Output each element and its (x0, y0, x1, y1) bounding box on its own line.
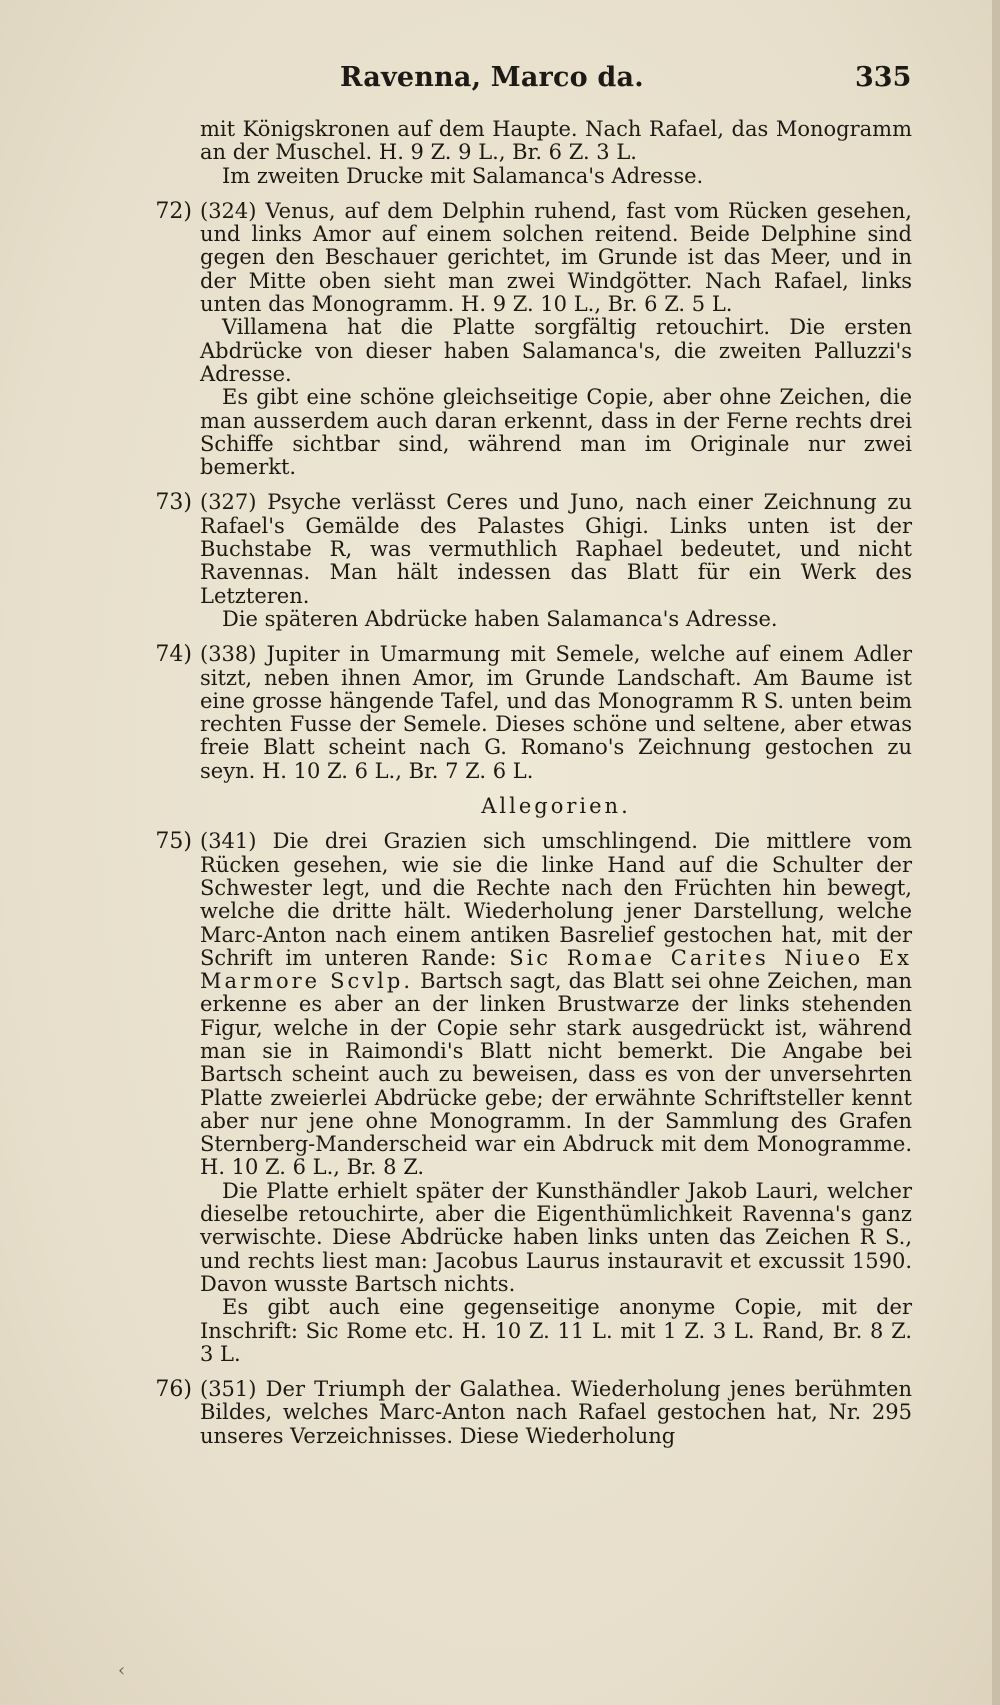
paragraph: Es gibt eine schöne gleichseitige Copie, aber ohne Zeichen, die man ausserdem auch daran erkennt, dass in der Ferne rechts drei Schiffe sichtbar sind, während man im Originale nur zwei bemerkt. (200, 385, 912, 480)
paragraph: Es gibt auch eine gegenseitige anonyme Copie, mit der Inschrift: Sic Rome etc. H. 10 Z. 11 L. mit 1 Z. 3 L. Rand, Br. 8 Z. 3 L. (200, 1295, 912, 1366)
entry-number: 74) (155, 642, 192, 668)
page-body (155, 117, 912, 1460)
entry-number: 76) (155, 1377, 192, 1403)
continued-entry (200, 118, 912, 188)
paragraph: (327) Psyche verlässt Ceres und Juno, nach einer Zeichnung zu Rafael's Gemälde des Palastes Ghigi. Links unten ist der Buchstabe R, was vermuthlich Raphael bedeutet, und nicht Ravennas. Man hält indessen das Blatt für ein Werk des Letzteren. (200, 490, 912, 608)
catalog-entry-75 (155, 829, 912, 1366)
paragraph: Im zweiten Drucke mit Salamanca's Adresse. (222, 163, 704, 188)
entry-number: 72) (155, 198, 192, 224)
catalog-entry-73 (155, 490, 912, 631)
text-segment: Bartsch sagt, das Blatt sei ohne Zeichen, man erkenne es aber an der linken Brustwarze der links stehenden Figur, welche in der Copie sehr stark ausgedrückt ist, während man sie in Raimondi's Blatt nicht bemerkt. Die Angabe bei Bartsch scheint auch zu beweisen, dass es von der unversehrten Platte zweierlei Abdrücke gebe; der erwähnte Schriftsteller kennt aber nur jene ohne Monogramm. In der Sammlung des Grafen Sternberg-Manderscheid war ein Abdruck mit dem Monogramme. H. 10 Z. 6 L., Br. 8 Z. (200, 969, 912, 1180)
margin-mark: ‹ (118, 1660, 126, 1681)
catalog-entry-72 (155, 198, 912, 480)
catalog-entry-76 (155, 1377, 912, 1448)
page-header (0, 62, 1000, 102)
paragraph: (351) Der Triumph der Galathea. Wiederholung jenes berühmten Bildes, welches Marc-Anton nach Rafael gestochen hat, Nr. 295 unseres Verzeichnisses. Diese Wiederholung (200, 1377, 912, 1448)
paragraph: (338) Jupiter in Umarmung mit Semele, welche auf einem Adler sitzt, neben ihnen Amor, im Grunde Landschaft. Am Baume ist eine grosse hängende Tafel, und das Monogramm R S. unten beim rechten Fusse der Semele. Dieses schöne und seltene, aber etwas freie Blatt scheint nach G. Romano's Zeichnung gestochen zu seyn. H. 10 Z. 6 L., Br. 7 Z. 6 L. (200, 642, 912, 783)
paragraph: (324) Venus, auf dem Delphin ruhend, fast vom Rücken gesehen, und links Amor auf einem solchen reitend. Beide Delphine sind gegen den Beschauer gerichtet, im Grunde ist das Meer, und in der Mitte oben sieht man zwei Windgötter. Nach Rafael, links unten das Monogramm. H. 9 Z. 10 L., Br. 6 Z. 5 L. (200, 198, 912, 317)
section-heading: Allegorien. (481, 794, 631, 819)
paragraph: Die späteren Abdrücke haben Salamanca's Adresse. (222, 606, 778, 631)
paragraph (200, 830, 912, 1179)
inscription: Sic Romae Carites Niueo Ex Marmore Scvlp. (200, 945, 912, 994)
running-title: Ravenna, Marco da. (340, 62, 644, 93)
entry-number: 75) (155, 829, 192, 855)
page-edge (992, 0, 1000, 1705)
paragraph: Villamena hat die Platte sorgfältig retouchirt. Die ersten Abdrücke von dieser haben Salamanca's, die zweiten Palluzzi's Adresse. (200, 315, 912, 386)
catalog-entry-74 (155, 642, 912, 783)
page-number: 335 (855, 62, 912, 93)
entry-number: 73) (155, 490, 192, 516)
paragraph: Die Platte erhielt später der Kunsthändler Jakob Lauri, welcher dieselbe retouchirte, aber die Eigenthümlichkeit Ravenna's ganz verwischte. Diese Abdrücke haben links unten das Zeichen R S., und rechts liest man: Jacobus Laurus instauravit et excussit 1590. Davon wusste Bartsch nichts. (200, 1178, 912, 1296)
text-segment: (341) Die drei Grazien sich umschlingend. Die mittlere vom Rücken gesehen, wie sie die linke Hand auf die Schulter der Schwester legt, und die Rechte nach den Früchten hin bewegt, welche die dritte hält. Wiederholung jener Darstellung, welche Marc-Anton nach einem antiken Basrelief gestochen hat, mit der Schrift im unteren Rande: (200, 829, 912, 970)
paragraph: mit Königskronen auf dem Haupte. Nach Rafael, das Monogramm an der Muschel. H. 9 Z. 9 L., Br. 6 Z. 3 L. (200, 117, 912, 165)
